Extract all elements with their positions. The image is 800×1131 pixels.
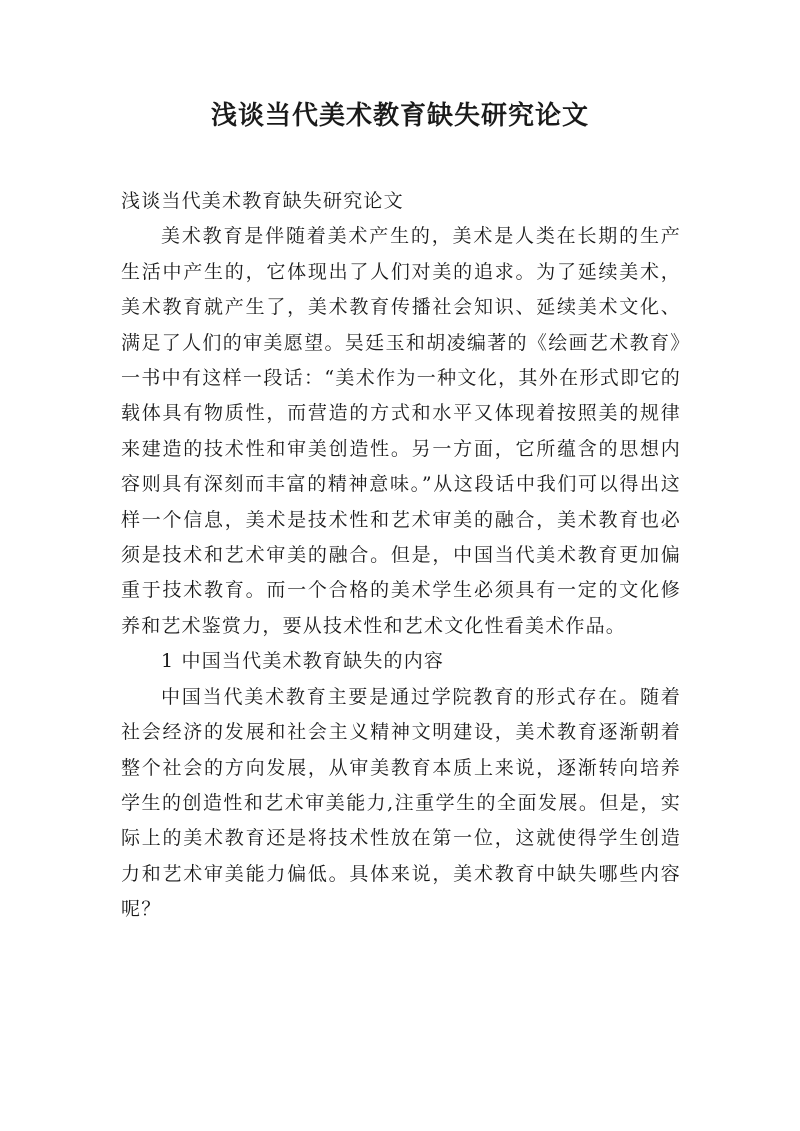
document-subtitle: 浅谈当代美术教育缺失研究论文 xyxy=(121,190,404,212)
document-body xyxy=(121,184,681,928)
paragraph-intro: 美术教育是伴随着美术产生的，美术是人类在长期的生产生活中产生的，它体现出了人们对美的追求。为了延续美术，美术教育就产生了，美术教育传播社会知识、延续美术文化、满足了人们的审美愿望。吴廷玉和胡凌编著的《绘画艺术教育》一书中有这样一段话：“美术作为一种文化，其外在形式即它的载体具有物质性，而营造的方式和水平又体现着按照美的规律来建造的技术性和审美创造性。另一方面，它所蕴含的思想内容则具有深刻而丰富的精神意味。”从这段话中我们可以得出这样一个信息，美术是技术性和艺术审美的融合，美术教育也必须是技术和艺术审美的融合。但是，中国当代美术教育更加偏重于技术教育。而一个合格的美术学生必须具有一定的文化修养和艺术鉴赏力，要从技术性和艺术文化性看美术作品。 xyxy=(121,225,681,637)
document-title: 浅谈当代美术教育缺失研究论文 xyxy=(210,101,589,131)
section-heading: 1 中国当代美术教育缺失的内容 xyxy=(161,650,445,673)
paragraph-section-1: 中国当代美术教育主要是通过学院教育的形式存在。随着社会经济的发展和社会主义精神文明建设，美术教育逐渐朝着整个社会的方向发展，从审美教育本质上来说，逐渐转向培养学生的创造性和艺术审美能力,注重学生的全面发展。但是，实际上的美术教育还是将技术性放在第一位，这就使得学生创造力和艺术审美能力偏低。具体来说，美术教育中缺失哪些内容呢？ xyxy=(121,685,681,921)
